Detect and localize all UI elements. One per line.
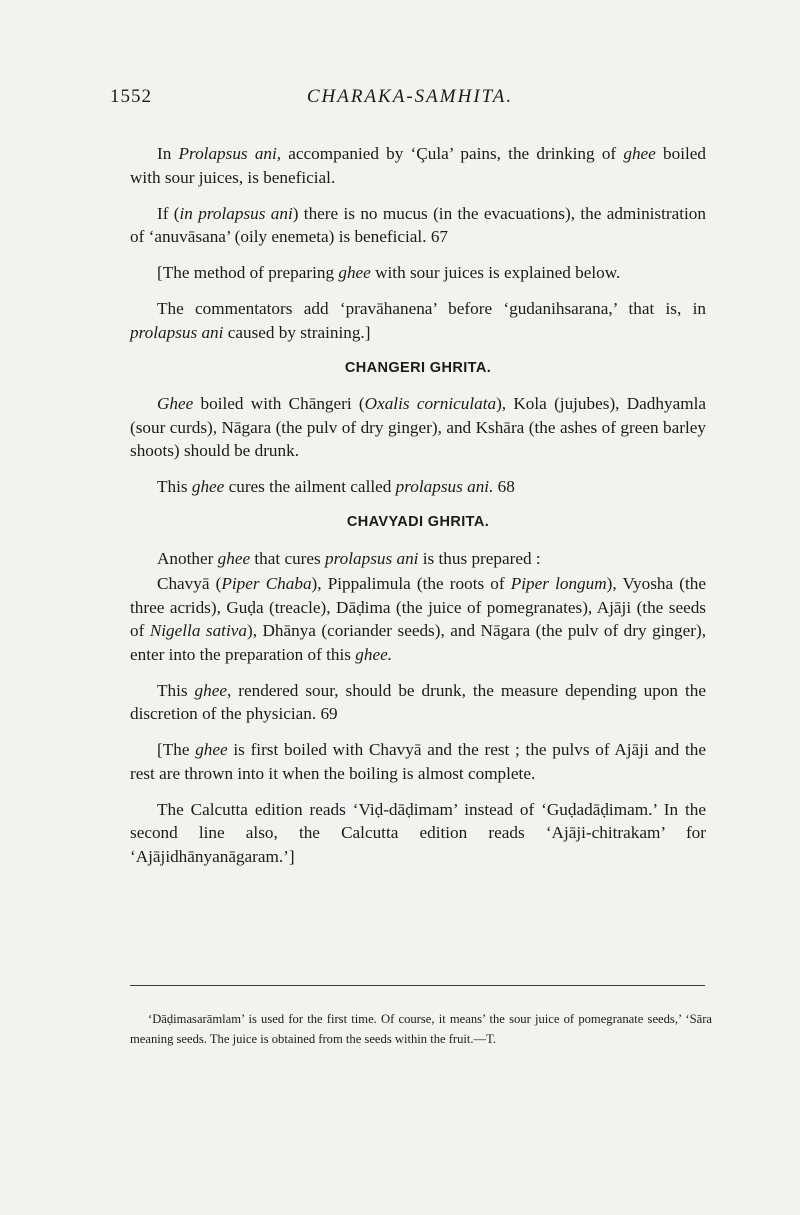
paragraph: The Calcutta edition reads ‘Viḍ-dāḍimam’ instead of ‘Guḍadāḍimam.’ In the second line also, the Calcutta edition reads ‘Ajāji-chitrakam’ for ‘Ajājidhānyanāgaram.’]	[130, 799, 706, 866]
paragraph: [The ghee is first boiled with Chavyā and the rest ; the pulvs of Ajāji and the rest are thrown into it when the boiling is almost complete.	[130, 740, 706, 783]
paragraph: Ghee boiled with Chāngeri (Oxalis corniculata), Kola (jujubes), Dadhyamla (sour curds), Nāgara (the pulv of dry ginger), and Kshāra (the ashes of green barley shoots) should be drunk.	[130, 394, 706, 460]
verse-number: 68	[493, 477, 515, 496]
paragraph: This ghee cures the ailment called prolapsus ani. 68	[157, 477, 515, 496]
paragraph: [The method of preparing ghee with sour juices is explained below.	[157, 263, 621, 282]
running-title: CHARAKA-SAMHITA.	[306, 86, 514, 107]
verse-number: 67	[430, 227, 448, 246]
paragraph: In Prolapsus ani, accompanied by ‘Çula’ pains, the drinking of ghee boiled with sour juices, is beneficial.	[130, 144, 706, 187]
paragraph: Another ghee that cures prolapsus ani is thus prepared :	[157, 548, 541, 568]
body-text	[130, 142, 706, 881]
page-header	[110, 86, 710, 116]
footnote: ‘Dāḍimasarāmlam’ is used for the first time. Of course, it means’ the sour juice of pomegranate seeds,’ ‘Sāra meaning seeds. The juice is obtained from the seeds within the fruit.—T.	[130, 1012, 712, 1046]
section-heading: CHAVYADI GHRITA.	[346, 514, 490, 530]
paragraph: If (in prolapsus ani) there is no mucus (in the evacuations), the administration of ‘anuvāsana’ (oily enemeta) is beneficial. 67	[130, 203, 706, 246]
section-heading: CHANGERI GHRITA.	[344, 359, 492, 376]
paragraph: This ghee, rendered sour, should be drunk, the measure depending upon the discretion of the physician. 69	[130, 680, 706, 723]
verse-number: 69	[320, 704, 338, 723]
paragraph: The commentators add ‘pravāhanena’ before ‘gudanihsarana,’ that is, in prolapsus ani caused by straining.]	[130, 299, 706, 342]
footnote-divider	[130, 985, 705, 986]
paragraph: Chavyā (Piper Chaba), Pippalimula (the roots of Piper longum), Vyosha (the three acrids), Guḍa (treacle), Dāḍima (the juice of pomegranates), Ajāji (the seeds of Nigella sativa), Dhānya (coriander seeds), and Nāgara (the pulv of dry ginger), enter into the preparation of this ghee.	[130, 574, 706, 664]
page-number: 1552	[110, 86, 152, 107]
